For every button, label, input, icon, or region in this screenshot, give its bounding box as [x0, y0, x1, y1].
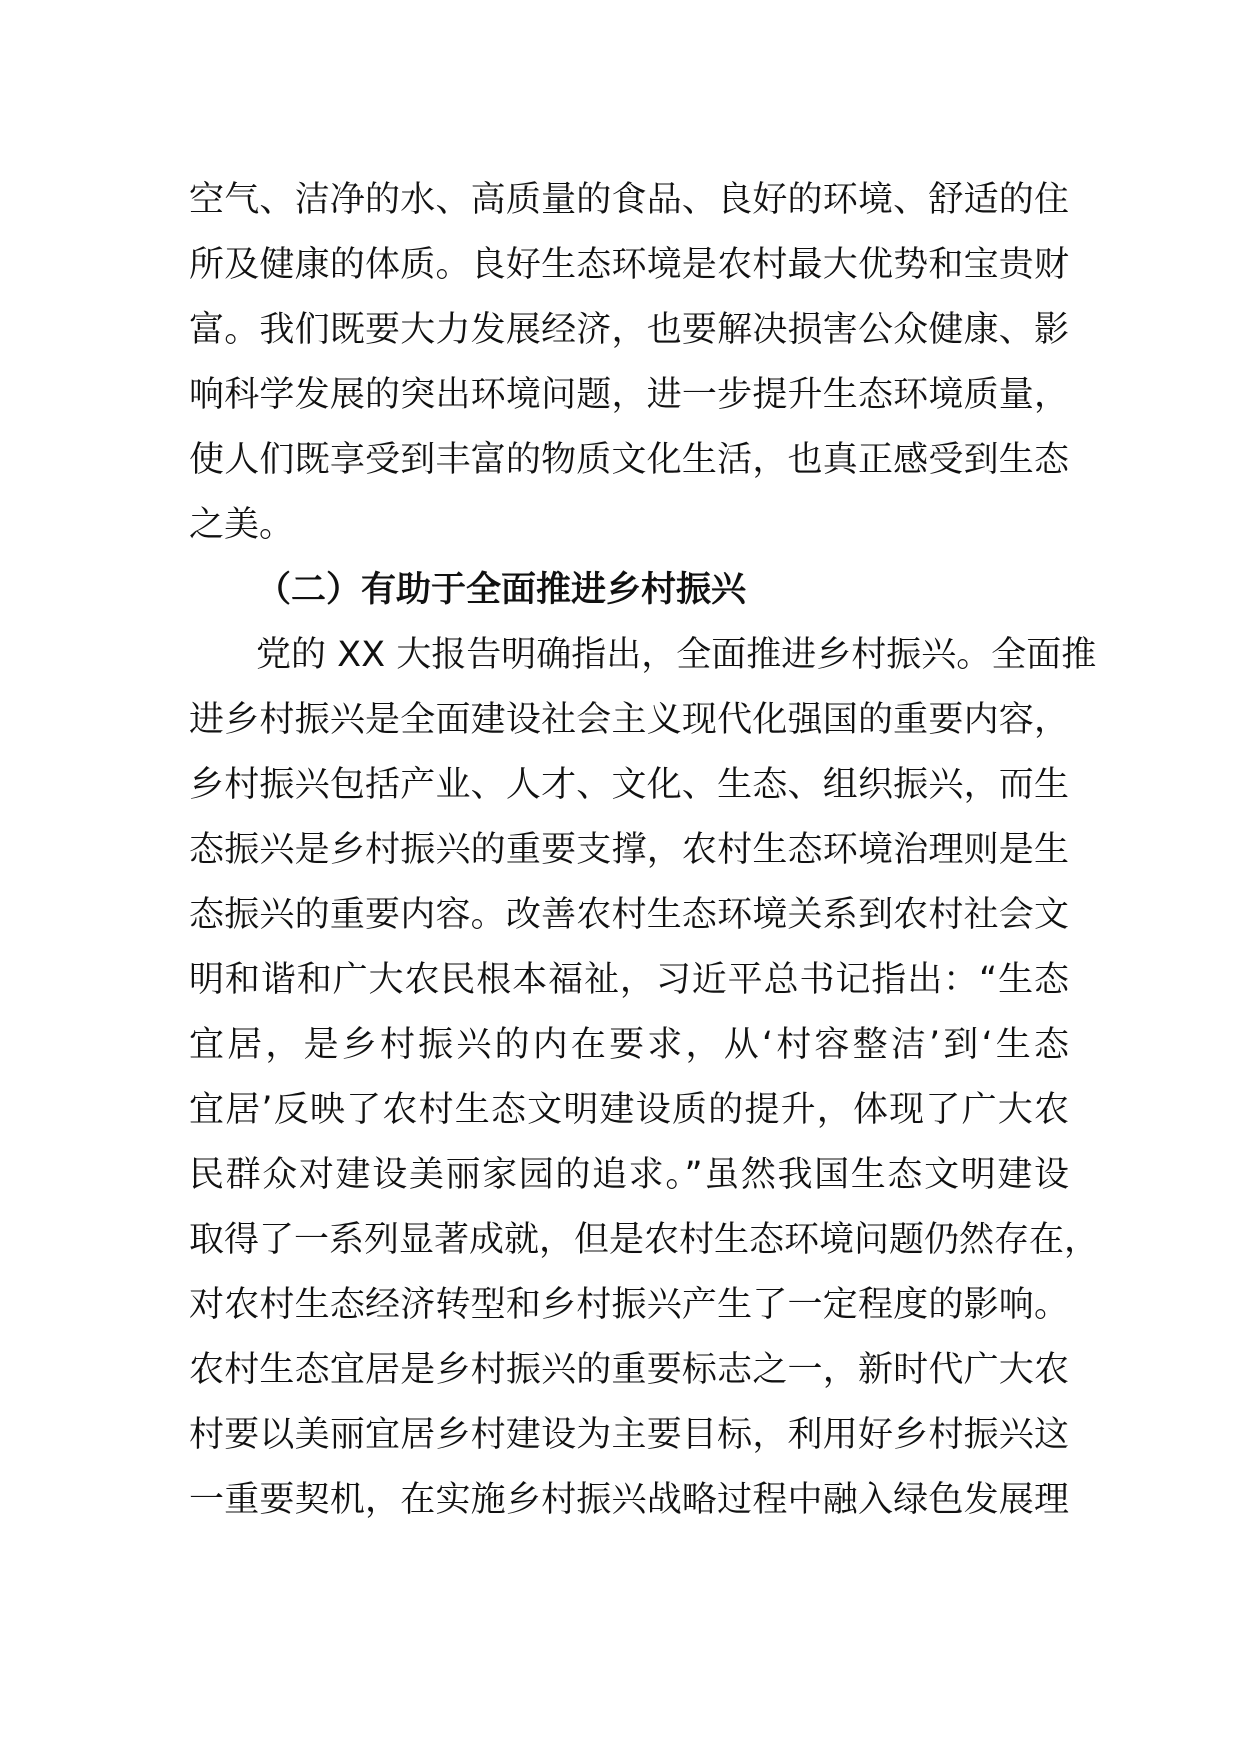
text-line: 取得了一系列显著成就，但是农村生态环境问题仍然存在， [189, 1220, 1100, 1260]
text-line: 党的 XX 大报告明确指出，全面推进乡村振兴。全面推 [256, 635, 1097, 675]
text-line: 宜居’反映了农村生态文明建设质的提升，体现了广大农 [189, 1090, 1069, 1130]
text-line: 态振兴的重要内容。改善农村生态环境关系到农村社会文 [189, 895, 1069, 935]
text-line: 民群众对建设美丽家园的追求。”虽然我国生态文明建设 [189, 1155, 1069, 1195]
section-heading: （二）有助于全面推进乡村振兴 [256, 570, 747, 610]
text-line: 空气、洁净的水、高质量的食品、良好的环境、舒适的住 [189, 180, 1069, 220]
text-line: 乡村振兴包括产业、人才、文化、生态、组织振兴，而生 [189, 765, 1069, 805]
text-line: 进乡村振兴是全面建设社会主义现代化强国的重要内容， [189, 700, 1069, 740]
text-line: 态振兴是乡村振兴的重要支撑，农村生态环境治理则是生 [189, 830, 1069, 870]
text-line: 响科学发展的突出环境问题，进一步提升生态环境质量， [189, 375, 1069, 415]
text-line: 富。我们既要大力发展经济，也要解决损害公众健康、影 [189, 310, 1069, 350]
text-line: 一重要契机，在实施乡村振兴战略过程中融入绿色发展理 [189, 1480, 1069, 1520]
text-line: 村要以美丽宜居乡村建设为主要目标，利用好乡村振兴这 [189, 1415, 1069, 1455]
text-line: 宜居，是乡村振兴的内在要求，从‘村容整洁’到‘生态 [189, 1025, 1069, 1065]
text-line: 农村生态宜居是乡村振兴的重要标志之一，新时代广大农 [189, 1350, 1069, 1390]
text-line: 所及健康的体质。良好生态环境是农村最大优势和宝贵财 [189, 245, 1069, 285]
paragraph-1 [189, 168, 1069, 558]
text-line: 对农村生态经济转型和乡村振兴产生了一定程度的影响。 [189, 1285, 1069, 1325]
text-line: 之美。 [189, 505, 295, 545]
text-line: 明和谐和广大农民根本福祉，习近平总书记指出：“生态 [189, 960, 1069, 1000]
paragraph-2 [189, 623, 1100, 1533]
text-line: 使人们既享受到丰富的物质文化生活，也真正感受到生态 [189, 440, 1069, 480]
document-body [189, 168, 1100, 1533]
